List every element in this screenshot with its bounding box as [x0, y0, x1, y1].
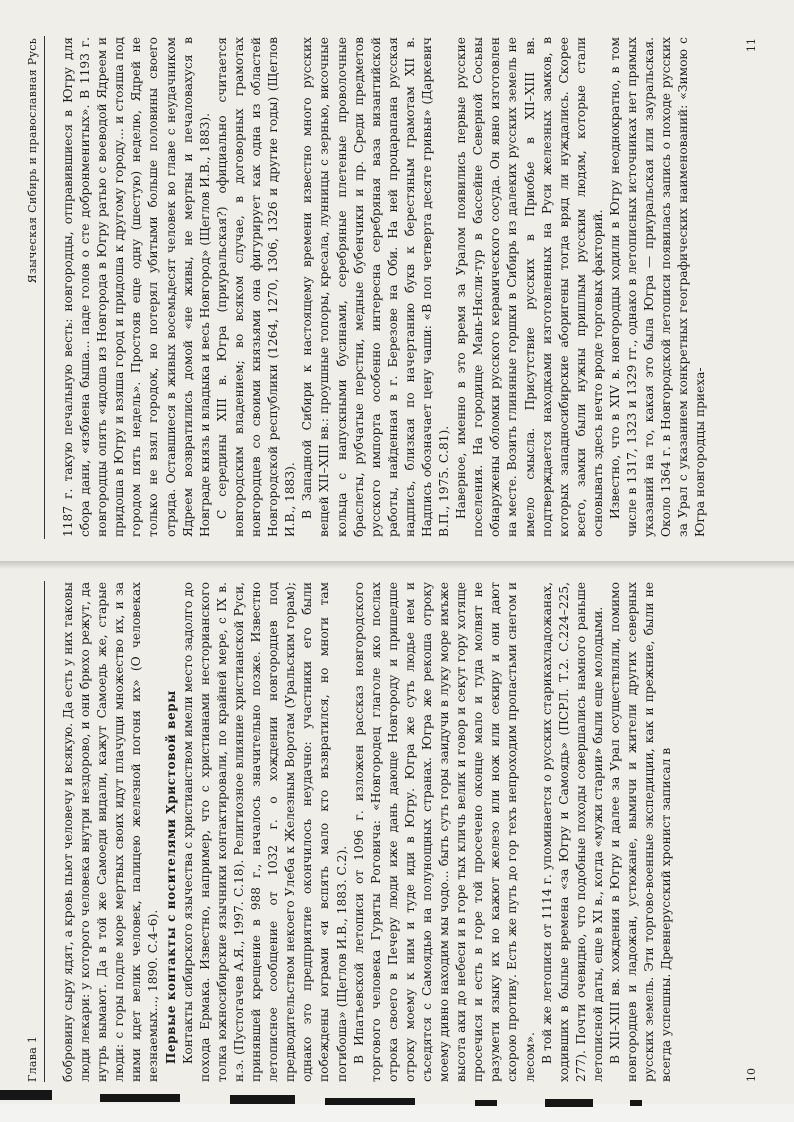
paragraph: Известно, что в XIV в. новгородцы ходили в Югру неоднократно, в том числе в 1317, 1323 и 1329 гг., однако в летописных источниках нет прямых указаний на то, какая это была Югра — приуральская или зауральская. Около 1364 г. в Новгородской летописи появилась запись о походе русских за Урал с указанием конкретных географических наименований: «Зимою с Югра новгородцы приеха- — [608, 37, 708, 537]
left-page — [0, 561, 794, 1122]
page-number-right: 11 — [745, 38, 758, 52]
paragraph: бобровину сыру ядят, а кровь пьют человечу и всякую. Да есть у них таковы люди лекари: у которого человека внутри нездорово, и они брюхо режут, да нутрь вымают. Да в той же Самоеди видали, кажут Самоедь же, старые люди: с горы подле море мертвых своих идут плачущи множество их, и за ними идет велик человек, палицею железной погоня их» (О человеках незнаемых..., 1890. С.4–6). — [61, 582, 161, 1082]
paragraph: С середины XIII в. Югра (приуральская?) официально считается новгородским владением; во всяком случае, в договорных грамотах новгородцев со своими князьями она фигурирует как одна из областей Новгородской республики (1264, 1270, 1306, 1326 и другие годы) (Щеглов И.В., 1883). — [214, 37, 298, 537]
paragraph: В той же летописи от 1114 г. упоминается о русских старикахладожанах, ходивших в былые времена «за Югру и Самоядь» (ПСРЛ. Т.2. С.224–225, 277). Почти очевидно, что подобные походы совершались намного раньше летописной даты, еще в XI в., когда «мужи старии» были еще молодыми. — [539, 582, 605, 1082]
scan-edge-mark — [545, 1099, 593, 1107]
scan-edge-strip — [0, 1104, 794, 1122]
left-page-body — [60, 582, 675, 1082]
scan-edge-mark — [100, 1094, 180, 1102]
paragraph: Наверное, именно в это время за Уралом появились первые русские поселения. На городище Мань-Нясли-тур в бассейне Северной Сосьвы обнаружены обломки русского керамического сосуда. Он явно изготовлен на месте. Возить глиняные горшки в Сибирь из далеких русских земель не имело смысла. Присутствие русских в Приобье в XII–XIII вв. подтверждается находками изготовленных на Руси железных замков, в которых западносибирские аборигены тогда вряд ли нуждались. Скорее всего, замки были нужны пришлым русским людям, которые стали основывать здесь нечто вроде торговых факторий. — [454, 37, 605, 537]
paragraph: В Ипатьевской летописи от 1096 г. изложен рассказ новгородского торгового человека Гуряты Роговича: «Новгородец глаголе яко послах отрока своего в Печеру люди иже дань дающе Новгороду и пришедше отроку моему к ним и туде иди в Югру. Югра же суть людье нем и съседятся с Самоядью на полунощных странах. Югра же рекоша отроку моему дивно находим мы чодо... быть суть горы заидучи в луку море имъже высота аки до небеси и в горе тых кличь велик и говор и секут гору хотяще просечися и есть в горе той просечено оконце мало и туда молвят не разумети языку их но кажют железо или нож или секиру и они дают скорою противу. Есть же путь до гор техъ непроходим пропастьми снегом и лесом». — [351, 582, 537, 1082]
header-rule — [44, 36, 45, 539]
scan-edge-mark — [630, 1100, 642, 1106]
paragraph: Контакты сибирского язычества с христианством имели место задолго до похода Ермака. Известно, например, что с христианами несторианского толка южносибирские язычники контактировали, по крайней мере, с IX в. н.э. (Пустогачев А.Я., 1997. С.18). Религиозное влияние христианской Руси, принявшей крещение в 988 г., началось значительно позже. Известно летописное сообщение от 1032 г. о хождении новгородцев под предводительством некоего Улеба к Железным Воротам (Уральским горам); однако это предприятие окончилось неудачно: участники его были побеждены юграми «и вспять мало кто възвратился, но многи там погибоша» (Щеглов И.В., 1883. С.2). — [180, 582, 349, 1082]
header-rule — [44, 581, 45, 1082]
scan-edge-mark — [325, 1098, 415, 1105]
running-head-left: Глава 1 — [26, 1035, 39, 1082]
scan-edge-mark — [230, 1095, 295, 1104]
scan-edge-mark — [475, 1100, 497, 1106]
running-head-right: Языческая Сибирь и православная Русь — [26, 38, 39, 284]
section-heading: Первые контакты с носителями Христовой веры — [163, 690, 178, 1064]
page-number-left: 10 — [745, 1068, 758, 1082]
scan-edge-mark — [0, 1090, 52, 1100]
paragraph: В Западной Сибири к настоящему времени известно много русских вещей XII–XIII вв.: проушные топоры, кресала, лунницы с зернью, височные кольца с напускными бусинами, серебряные плетеные проволочные браслеты, рубчатые перстни, медные бубенчики и пр. Среди предметов русского импорта особенно интересна серебряная ваза византийской работы, найденная в г. Березове на Оби. На ней процарапана русская надпись, близкая по начертанию букв к берестяным грамотам XII в. Надпись обозначает цену чаши: «В пол четверта десяте гривьн» (Даркевич В.П., 1975. С.81). — [300, 37, 452, 537]
right-page-body — [60, 37, 710, 537]
paragraph: 1187 г. такую печальную весть: новгородцы, отправившиеся в Югру для сбора дани, «избиена быша... паде голов о сте добронменитых». В 1193 г. новгородцы опять «идоша из Новгорода в Югру ратью с воеводой Ядреем и придоша в Югру и взяша город и придоша к другому городу... и стояша под городом пять недель». Простояв еще одну (шестую) неделю, Ядрей не только не взял городок, но потерял убитыми больше половины своего отряда. Оставшиеся в живых восемьдесят человек во главе с неудачником Ядреем возвратились домой «не живы, не мертвы и печаловахуся в Новграде князь и владыка и весь Новгород» (Щеглов И.В., 1883). — [61, 37, 212, 537]
paragraph: В XII–XIII вв. хождения в Югру и далее за Урал осуществляли, помимо новгородцев и ладожан, устюжане, вымичи и жители других северных русских земель. Эти торгово-военные экспедиции, как и прежние, были не всегда успешны. Древнерусский хронист записал в — [608, 582, 674, 1082]
